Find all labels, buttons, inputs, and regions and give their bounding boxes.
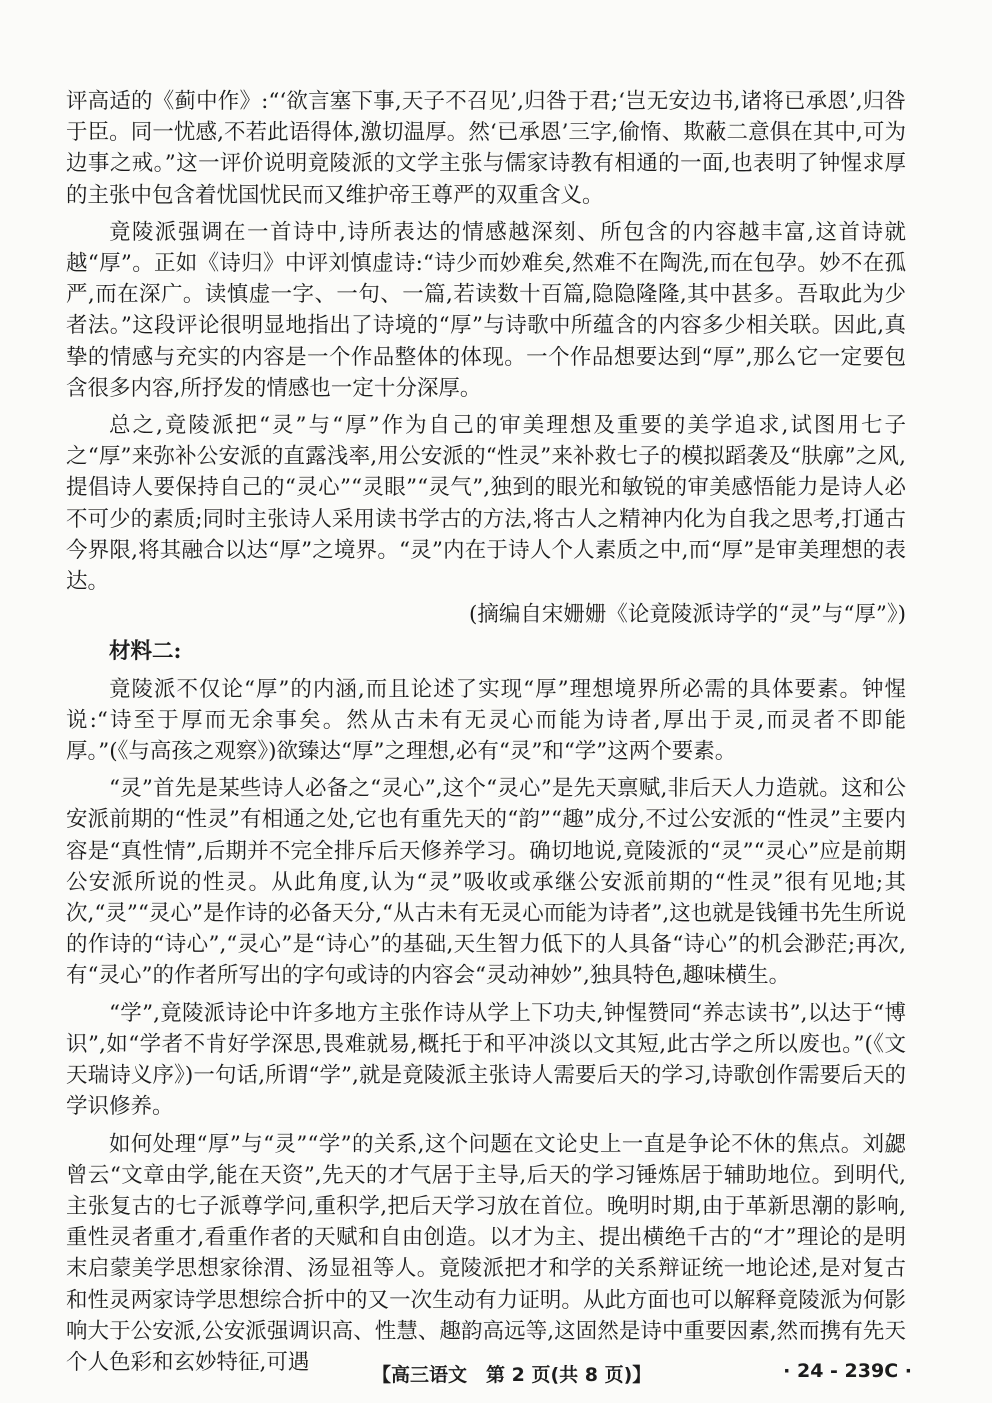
paragraph: 竟陵派不仅论“厚”的内涵,而且论述了实现“厚”理想境界所必需的具体要素。钟惺说:“诗至于厚而无余事矣。然从古未有无灵心而能为诗者,厚出于灵,而灵者不即能厚。”(《与高孩之观察》)欲臻达“厚”之理想,必有“灵”和“学”这两个要素。 [66, 676, 906, 765]
source-citation: (摘编自宋姗姗《论竟陵派诗学的“灵”与“厚”》) [469, 602, 906, 628]
material-two-heading: 材料二: [109, 639, 182, 665]
paragraph: “灵”首先是某些诗人必备之“灵心”,这个“灵心”是先天禀赋,非后天人力造就。这和公安派前期的“性灵”有相通之处,它也有重先天的“韵”“趣”成分,不过公安派的“性灵”主要内容是“真性情”,后期并不完全排斥后天修养学习。确切地说,竟陵派的“灵”“灵心”应是前期公安派所说的性灵。从此角度,认为“灵”吸收或承继公安派前期的“性灵”很有见地;其次,“灵”“灵心”是作诗的必备天分,“从古未有无灵心而能为诗者”,这也就是钱锺书先生所说的作诗的“诗心”,“灵心”是“诗心”的基础,天生智力低下的人具备“诗心”的机会渺茫;再次,有“灵心”的作者所写出的字句或诗的内容会“灵动神妙”,独具特色,趣味横生。 [66, 776, 906, 989]
paragraph: “学”,竟陵派诗论中许多地方主张作诗从学上下功夫,钟惺赞同“养志读书”,以达于“博识”,如“学者不肯好学深思,畏难就易,概托于和平冲淡以文其短,此古学之所以废也。”(《文天瑞诗义序》)一句话,所谓“学”,就是竟陵派主张诗人需要后天的学习,诗歌创作需要后天的学识修养。 [66, 1000, 906, 1120]
page-number: 【高三语文 第 2 页(共 8 页)】 [372, 1364, 652, 1386]
paragraph: 总之,竟陵派把“灵”与“厚”作为自己的审美理想及重要的美学追求,试图用七子之“厚”来弥补公安派的直露浅率,用公安派的“性灵”来补救七子的模拟蹈袭及“肤廓”之风,提倡诗人要保持自己的“灵心”“灵眼”“灵气”,独到的眼光和敏锐的审美感悟能力是诗人必不可少的素质;同时主张诗人采用读书学古的方法,将古人之精神内化为自我之思考,打通古今界限,将其融合以达“厚”之境界。“灵”内在于诗人个人素质之中,而“厚”是审美理想的表达。 [66, 413, 906, 595]
paragraph: 评高适的《蓟中作》:“‘欲言塞下事,天子不召见’,归咎于君;‘岂无安边书,诸将已承恩’,归咎于臣。同一忧感,不若此语得体,激切温厚。然‘已承恩’三字,偷惰、欺蔽二意俱在其中,可为边事之戒。”这一评价说明竟陵派的文学主张与儒家诗教有相通的一面,也表明了钟惺求厚的主张中包含着忧国忧民而又维护帝王尊严的双重含义。 [66, 89, 906, 208]
document-body [66, 86, 906, 1378]
paragraph: 如何处理“厚”与“灵”“学”的关系,这个问题在文论史上一直是争论不休的焦点。刘勰曾云“文章由学,能在天资”,先天的才气居于主导,后天的学习锤炼居于辅助地位。到明代,主张复古的七子派尊学问,重积学,把后天学习放在首位。晚明时期,由于革新思潮的影响,重性灵者重才,看重作者的天赋和自由创造。以才为主、提出横绝千古的“才”理论的是明末启蒙美学思想家徐渭、汤显祖等人。竟陵派把才和学的关系辩证统一地论述,是对复古和性灵两家诗学思想综合折中的又一次生动有力证明。从此方面也可以解释竟陵派为何影响大于公安派,公安派强调识高、性慧、趣韵高远等,这固然是诗中重要因素,然而携有先天个人色彩和玄妙特征,可遇 [66, 1131, 906, 1375]
paragraph: 竟陵派强调在一首诗中,诗所表达的情感越深刻、所包含的内容越丰富,这首诗就越“厚”。正如《诗归》中评刘慎虚诗:“诗少而妙难矣,然难不在陶洗,而在包孕。妙不在孤严,而在深广。读慎虚一字、一句、一篇,若读数十百篇,隐隐隆隆,其中甚多。吾取此为少者法。”这段评论很明显地指出了诗境的“厚”与诗歌中所蕴含的内容多少相关联。因此,真挚的情感与充实的内容是一个作品整体的体现。一个作品想要达到“厚”,那么它一定要包含很多内容,所抒发的情感也一定十分深厚。 [66, 219, 906, 401]
exam-code: · 24 - 239C · [783, 1360, 912, 1382]
